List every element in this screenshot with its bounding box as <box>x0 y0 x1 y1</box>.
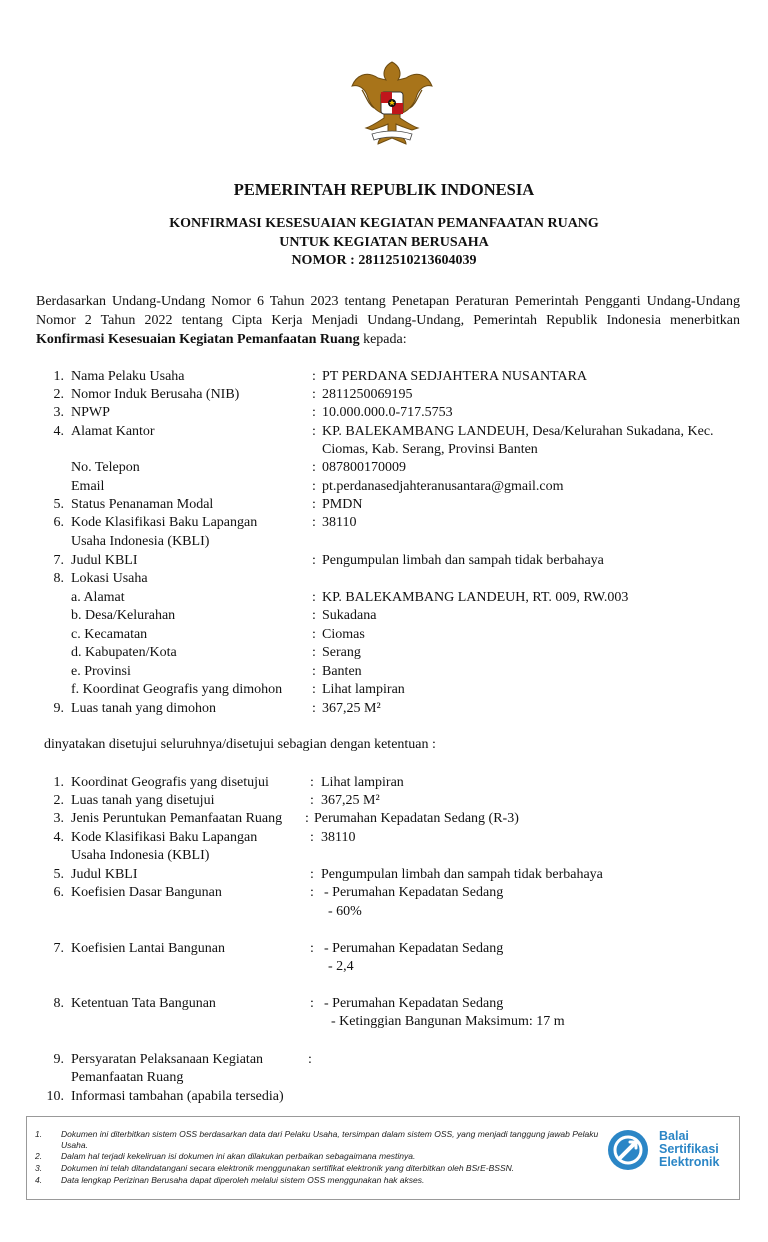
field-value: pt.perdanasedjahteranusantara@gmail.com <box>322 479 564 494</box>
document-title-line1: KONFIRMASI KESESUAIAN KEGIATAN PEMANFAATAN RUANG <box>169 216 599 231</box>
field-value: 087800170009 <box>322 460 406 475</box>
field-value: - Perumahan Kepadatan Sedang <box>324 941 504 956</box>
field-label: NPWP <box>71 405 110 420</box>
footnote-text: Dokumen ini diterbitkan sistem OSS berdasarkan data dari Pelaku Usaha, tersimpan dalam sistem OSS, yang menjadi tanggung jawab Pelaku Usaha. <box>61 1129 599 1150</box>
bsre-line2: Sertifikasi <box>659 1142 719 1156</box>
row-number: 4. <box>53 424 64 439</box>
field-label: e. Provinsi <box>71 664 131 679</box>
field-value: PT PERDANA SEDJAHTERA NUSANTARA <box>322 369 588 384</box>
field-value: PMDN <box>322 497 363 512</box>
row-number: 4. <box>53 830 64 845</box>
colon: : <box>312 608 316 623</box>
field-label: Koefisien Lantai Bangunan <box>71 941 225 956</box>
row-number: 5. <box>53 867 64 882</box>
field-value: Ciomas, Kab. Serang, Provinsi Banten <box>322 442 538 457</box>
footnote-number: 3. <box>35 1163 43 1173</box>
field-label: Alamat Kantor <box>71 424 155 439</box>
field-label: Kode Klasifikasi Baku Lapangan <box>71 515 258 530</box>
colon: : <box>312 497 316 512</box>
field-value: - Ketinggian Bangunan Maksimum: 17 m <box>331 1014 565 1029</box>
row-number: 3. <box>53 405 64 420</box>
colon: : <box>312 369 316 384</box>
field-value: Serang <box>322 645 361 660</box>
field-value: 2811250069195 <box>322 387 413 402</box>
field-value: Pengumpulan limbah dan sampah tidak berbahaya <box>321 867 603 882</box>
colon: : <box>312 515 316 530</box>
field-label: Nama Pelaku Usaha <box>71 369 185 384</box>
row-number: 6. <box>53 885 64 900</box>
field-label: f. Koordinat Geografis yang dimohon <box>71 682 283 697</box>
government-title: PEMERINTAH REPUBLIK INDONESIA <box>233 180 535 199</box>
field-label: Koordinat Geografis yang disetujui <box>71 775 269 790</box>
colon: : <box>312 590 316 605</box>
field-value: 367,25 M² <box>321 793 380 808</box>
document-number: NOMOR : 28112510213604039 <box>291 253 477 268</box>
row-number: 8. <box>53 571 64 586</box>
field-value: - 2,4 <box>328 959 354 974</box>
footnote-number: 1. <box>35 1129 43 1139</box>
field-label: a. Alamat <box>71 590 125 605</box>
colon: : <box>312 405 316 420</box>
row-number: 9. <box>53 1052 64 1067</box>
row-number: 5. <box>53 497 64 512</box>
field-label: No. Telepon <box>71 460 140 475</box>
footnote-text: Dalam hal terjadi kekeliruan isi dokumen ini akan dilakukan perbaikan sebagaimana mestinya. <box>61 1151 416 1161</box>
field-value: Lihat lampiran <box>322 682 405 697</box>
field-label: Nomor Induk Berusaha (NIB) <box>71 387 240 402</box>
colon: : <box>312 553 316 568</box>
field-value: 367,25 M² <box>322 701 381 716</box>
row-number: 9. <box>53 701 64 716</box>
field-label: c. Kecamatan <box>71 627 148 642</box>
row-number: 1. <box>53 775 64 790</box>
footnote-text: Data lengkap Perizinan Berusaha dapat diperoleh melalui sistem OSS menggunakan hak akses. <box>61 1175 425 1185</box>
field-label: b. Desa/Kelurahan <box>71 608 176 623</box>
field-value: 10.000.000.0-717.5753 <box>322 405 453 420</box>
colon: : <box>312 645 316 660</box>
field-label: Persyaratan Pelaksanaan Kegiatan <box>71 1052 264 1067</box>
bsre-line1: Balai <box>659 1129 689 1143</box>
colon: : <box>312 627 316 642</box>
row-number: 3. <box>53 811 64 826</box>
colon: : <box>310 941 314 956</box>
field-value: 38110 <box>321 830 356 845</box>
colon: : <box>310 830 314 845</box>
field-value: KP. BALEKAMBANG LANDEUH, RT. 009, RW.003 <box>322 590 629 605</box>
field-label: Informasi tambahan (apabila tersedia) <box>71 1089 284 1104</box>
field-value: - Perumahan Kepadatan Sedang <box>324 885 504 900</box>
field-value: Lihat lampiran <box>321 775 404 790</box>
footnote-text: Dokumen ini telah ditandatangani secara elektronik menggunakan sertifikat elektronik yang diterbitkan oleh BSrE-BSSN. <box>61 1163 515 1173</box>
colon: : <box>310 793 314 808</box>
field-label: Luas tanah yang dimohon <box>71 701 217 716</box>
intro-suffix: kepada: <box>359 332 407 347</box>
colon: : <box>312 424 316 439</box>
colon: : <box>305 811 309 826</box>
colon: : <box>312 664 316 679</box>
field-value: - 60% <box>328 904 362 919</box>
document-title-line2: UNTUK KEGIATAN BERUSAHA <box>279 234 489 250</box>
field-label: Judul KBLI <box>71 867 138 882</box>
field-value: Banten <box>322 664 362 679</box>
colon: : <box>310 996 314 1011</box>
colon: : <box>312 387 316 402</box>
field-label: Judul KBLI <box>71 553 138 568</box>
field-label: Usaha Indonesia (KBLI) <box>71 848 210 863</box>
field-label: Jenis Peruntukan Pemanfaatan Ruang <box>71 811 283 826</box>
row-number: 2. <box>53 387 64 402</box>
bsre-line3: Elektronik <box>659 1155 720 1169</box>
field-label: Luas tanah yang disetujui <box>71 793 215 808</box>
footnote-number: 4. <box>35 1175 43 1185</box>
row-number: 6. <box>53 515 64 530</box>
intro-bold: Konfirmasi Kesesuaian Kegiatan Pemanfaatan Ruang <box>36 332 360 347</box>
colon: : <box>312 701 316 716</box>
field-value: - Perumahan Kepadatan Sedang <box>324 996 504 1011</box>
bsre-logo-icon <box>606 1128 650 1172</box>
footnote-number: 2. <box>35 1151 43 1161</box>
colon: : <box>310 867 314 882</box>
field-label: Pemanfaatan Ruang <box>71 1070 184 1085</box>
field-label: Kode Klasifikasi Baku Lapangan <box>71 830 258 845</box>
field-value: Pengumpulan limbah dan sampah tidak berbahaya <box>322 553 604 568</box>
field-label: Status Penanaman Modal <box>71 497 214 512</box>
colon: : <box>312 682 316 697</box>
colon: : <box>310 885 314 900</box>
field-label: Ketentuan Tata Bangunan <box>71 996 216 1011</box>
intro-text: Berdasarkan Undang-Undang Nomor 6 Tahun 2023 tentang Penetapan Peraturan Pemerintah Pengganti Undang-Undang Nomor 2 Tahun 2022 tentang Cipta Kerja Menjadi Undang-Undang, Pemerintah Republik Indonesia menerbitkan <box>36 294 740 328</box>
row-number: 2. <box>53 793 64 808</box>
colon: : <box>310 775 314 790</box>
garuda-emblem <box>348 56 436 148</box>
intro-paragraph <box>36 292 740 349</box>
field-label: Lokasi Usaha <box>71 571 148 586</box>
field-label: Usaha Indonesia (KBLI) <box>71 534 210 549</box>
field-value: 38110 <box>322 515 357 530</box>
field-label: d. Kabupaten/Kota <box>71 645 177 660</box>
row-number: 8. <box>53 996 64 1011</box>
colon: : <box>312 460 316 475</box>
field-value: Ciomas <box>322 627 365 642</box>
row-number: 7. <box>53 941 64 956</box>
field-value: Perumahan Kepadatan Sedang (R-3) <box>314 811 519 826</box>
row-number: 10. <box>46 1089 64 1104</box>
colon: : <box>312 479 316 494</box>
row-number: 1. <box>53 369 64 384</box>
document-title <box>0 215 768 271</box>
row-number: 7. <box>53 553 64 568</box>
field-label: Email <box>71 479 105 494</box>
field-label: Koefisien Dasar Bangunan <box>71 885 222 900</box>
conditions-intro: dinyatakan disetujui seluruhnya/disetujui sebagian dengan ketentuan : <box>44 737 436 752</box>
field-value: Sukadana <box>322 608 377 623</box>
colon: : <box>308 1052 312 1067</box>
field-value: KP. BALEKAMBANG LANDEUH, Desa/Kelurahan Sukadana, Kec. <box>322 424 714 439</box>
bsre-logo-text <box>659 1130 719 1169</box>
